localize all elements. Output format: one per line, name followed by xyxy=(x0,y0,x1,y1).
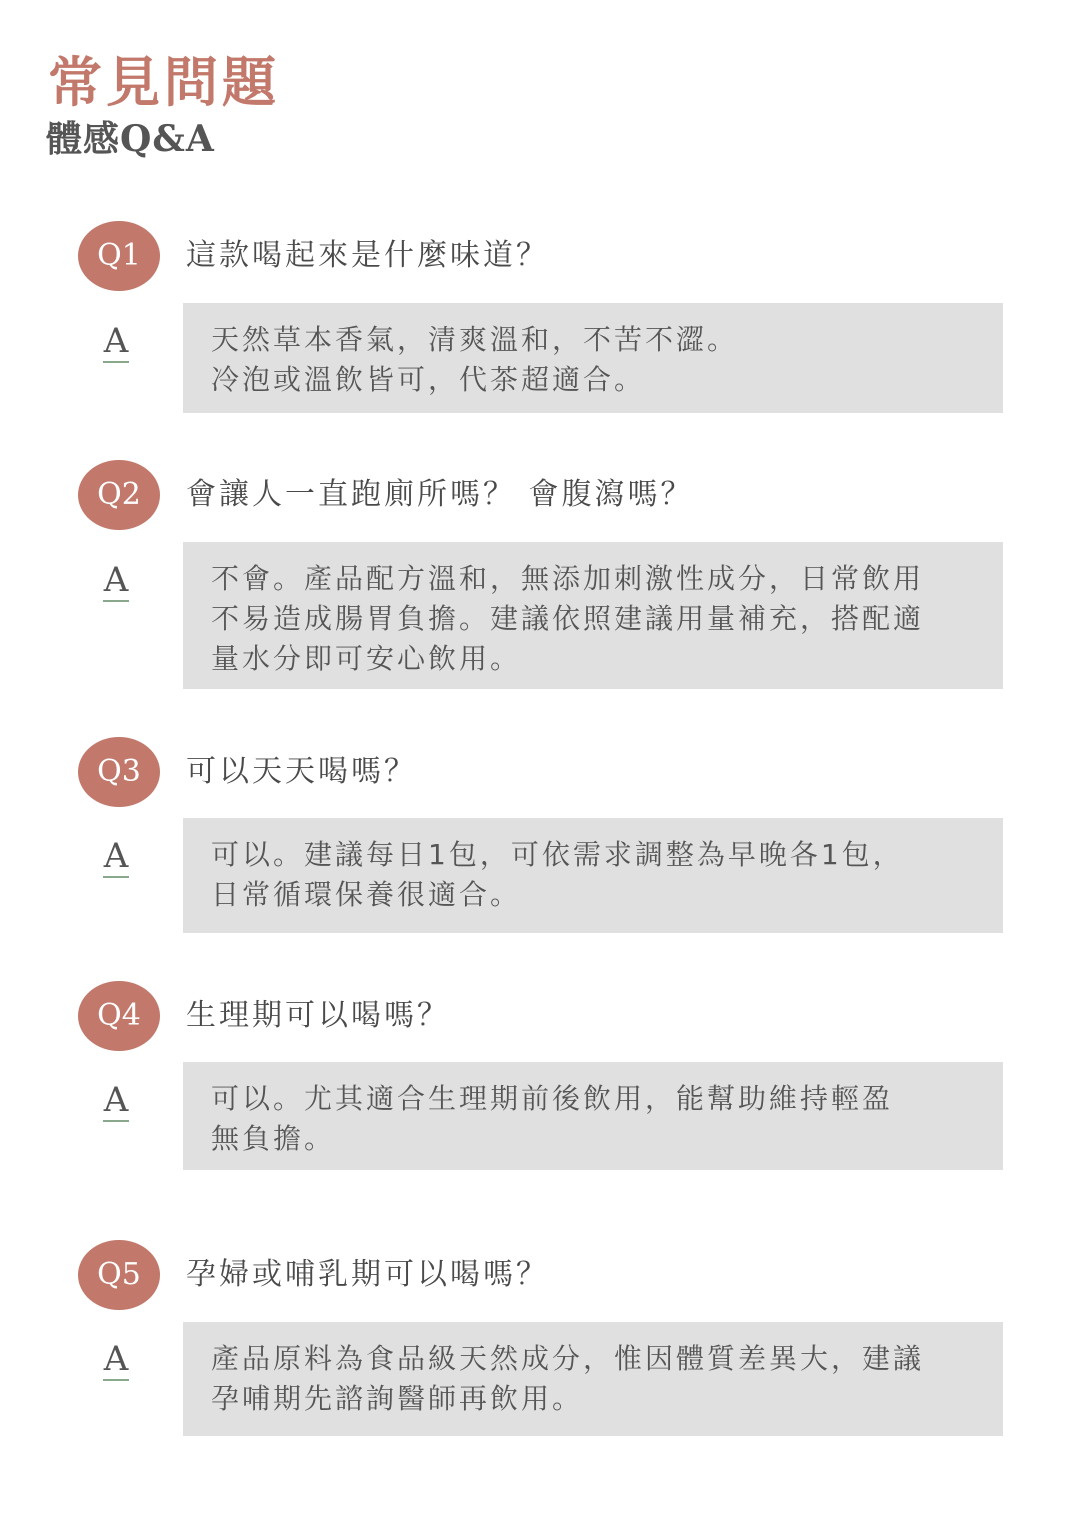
answer-box xyxy=(183,303,1003,413)
question-badge: Q1 xyxy=(78,221,160,291)
page-title: 常見問題 xyxy=(48,51,280,114)
question-text: 生理期可以喝嗎？ xyxy=(186,998,450,1033)
answer-text: 可以。建議每日1包，可依需求調整為早晚各1包， 日常循環保養很適合。 xyxy=(211,838,904,911)
question-text: 會讓人一直跑廁所嗎？ 會腹瀉嗎？ xyxy=(186,477,694,512)
answer-label-underline xyxy=(103,361,129,363)
answer-label: A xyxy=(103,321,129,361)
answer-text: 天然草本香氣，清爽溫和，不苦不澀。 冷泡或溫飲皆可，代茶超適合。 xyxy=(211,323,739,396)
answer-box xyxy=(183,1062,1003,1170)
page-subtitle: 體感Q&A xyxy=(46,118,215,160)
answer-text: 可以。尤其適合生理期前後飲用，能幫助維持輕盈 無負擔。 xyxy=(211,1082,894,1155)
answer-box xyxy=(183,1322,1003,1436)
answer-label: A xyxy=(103,836,129,876)
question-text: 孕婦或哺乳期可以喝嗎？ xyxy=(186,1257,549,1292)
answer-text: 不會。產品配方溫和，無添加刺激性成分，日常飲用 不易造成腸胃負擔。建議依照建議用量補充，搭配適 量水分即可安心飲用。 xyxy=(211,562,925,675)
answer-label: A xyxy=(103,1339,129,1379)
answer-label-underline xyxy=(103,600,129,602)
question-text: 可以天天喝嗎？ xyxy=(186,754,417,789)
answer-label-underline xyxy=(103,876,129,878)
answer-label-underline xyxy=(103,1120,129,1122)
answer-label-underline xyxy=(103,1379,129,1381)
answer-text: 產品原料為食品級天然成分，惟因體質差異大，建議 孕哺期先諮詢醫師再飲用。 xyxy=(211,1342,925,1415)
answer-box xyxy=(183,542,1003,689)
question-badge: Q2 xyxy=(78,460,160,530)
answer-label: A xyxy=(103,1080,129,1120)
question-badge: Q4 xyxy=(78,981,160,1051)
question-text: 這款喝起來是什麼味道？ xyxy=(186,238,549,273)
question-badge: Q3 xyxy=(78,737,160,807)
answer-label: A xyxy=(103,560,129,600)
question-badge: Q5 xyxy=(78,1240,160,1310)
answer-box xyxy=(183,818,1003,933)
